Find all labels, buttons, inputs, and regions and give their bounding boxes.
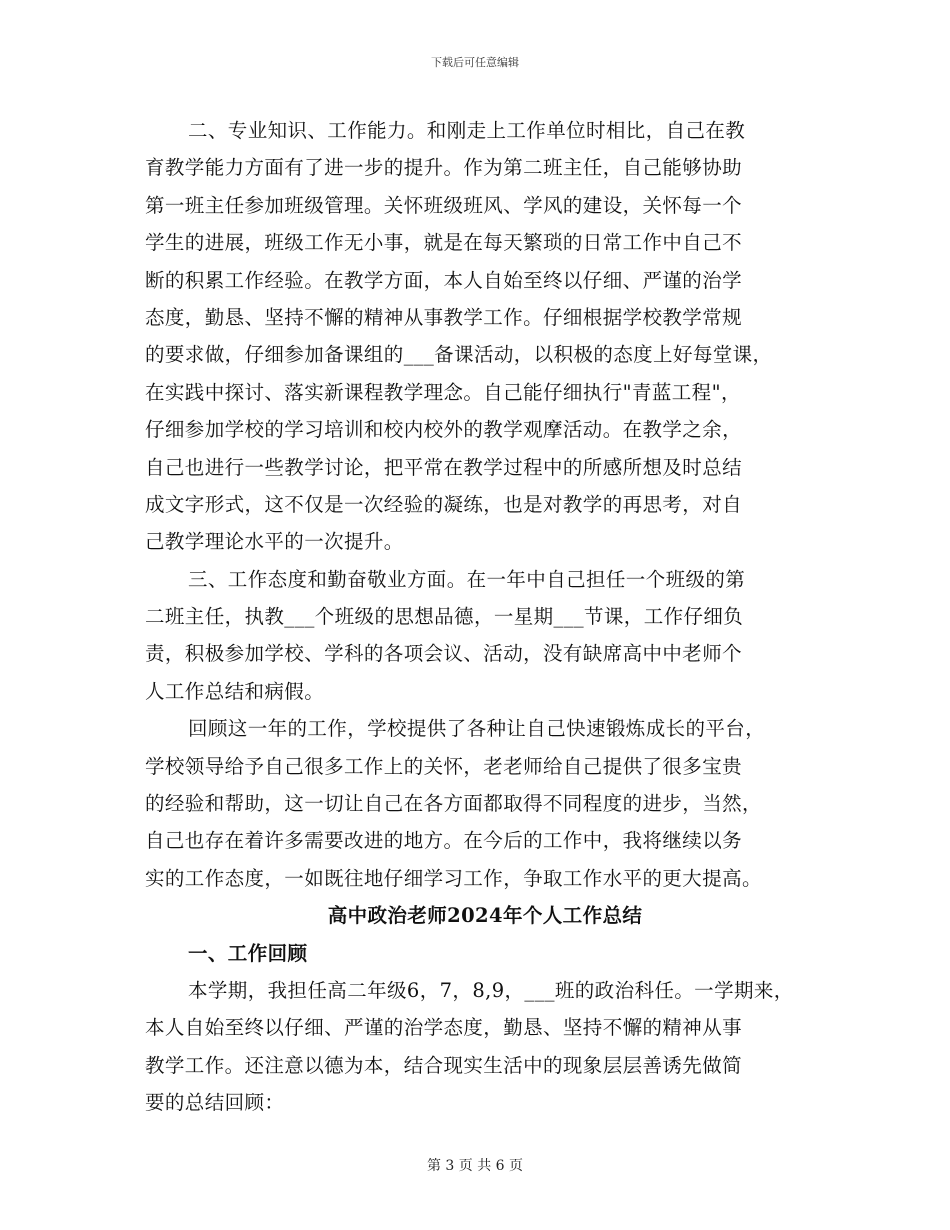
section-heading: 一、工作回顾 [188, 941, 308, 965]
paragraph-line: 的经验和帮助，这一切让自己在各方面都取得不同程度的进步，当然， [145, 792, 762, 816]
paragraph-line: 责，积极参加学校、学科的各项会议、活动，没有缺席高中中老师个 [145, 642, 743, 666]
paragraph-line: 要的总结回顾： [145, 1091, 285, 1115]
paragraph-line: 实的工作态度，一如既往地仔细学习工作，争取工作水平的更大提高。 [145, 866, 762, 890]
paragraph-line: 态度，勤恳、坚持不懈的精神从事教学工作。仔细根据学校教学常规 [145, 305, 743, 329]
paragraph-line: 回顾这一年的工作，学校提供了各种让自己快速锻炼成长的平台， [188, 717, 766, 741]
document-body [145, 112, 835, 1122]
paragraph-line: 教学工作。还注意以德为本，结合现实生活中的现象层层善诱先做简 [145, 1053, 743, 1077]
page-header-note: 下载后可任意编辑 [431, 56, 519, 69]
page-number: 第 3 页 共 6 页 [426, 1158, 524, 1174]
paragraph-line: 三、工作态度和勤奋敬业方面。在一年中自己担任一个班级的第 [188, 567, 746, 591]
paragraph-line: 学生的进展，班级工作无小事，就是在每天繁琐的日常工作中自己不 [145, 231, 743, 255]
section-title: 高中政治老师2024年个人工作总结 [327, 904, 643, 928]
paragraph-line: 学校领导给予自己很多工作上的关怀，老老师给自己提供了很多宝贵 [145, 754, 743, 778]
paragraph-line: 仔细参加学校的学习培训和校内校外的教学观摩活动。在教学之余， [145, 418, 743, 442]
paragraph-line: 自己也进行一些教学讨论，把平常在教学过程中的所感所想及时总结 [145, 455, 743, 479]
paragraph-line: 在实践中探讨、落实新课程教学理念。自己能仔细执行"青蓝工程"， [145, 380, 741, 404]
paragraph-line: 断的积累工作经验。在教学方面，本人自始至终以仔细、严谨的治学 [145, 268, 743, 292]
paragraph-line: 成文字形式，这不仅是一次经验的凝练，也是对教学的再思考，对自 [145, 492, 743, 516]
paragraph-line: 己教学理论水平的一次提升。 [145, 530, 404, 554]
paragraph-line: 本学期，我担任高二年级6，7，8,9，___班的政治科任。一学期来， [188, 978, 794, 1002]
paragraph-line: 育教学能力方面有了进一步的提升。作为第二班主任，自己能够协助 [145, 156, 743, 180]
paragraph-line: 第一班主任参加班级管理。关怀班级班风、学风的建设，关怀每一个 [145, 193, 743, 217]
paragraph-line: 二、专业知识、工作能力。和刚走上工作单位时相比，自己在教 [188, 119, 746, 142]
paragraph-line: 自己也存在着许多需要改进的地方。在今后的工作中，我将继续以务 [145, 829, 743, 853]
paragraph-line: 的要求做，仔细参加备课组的___备课活动，以积极的态度上好每堂课， [145, 343, 773, 367]
paragraph-line: 二班主任，执教___个班级的思想品德，一星期___节课，工作仔细负 [145, 605, 744, 629]
paragraph-line: 人工作总结和病假。 [145, 679, 325, 703]
paragraph-line: 本人自始至终以仔细、严谨的治学态度，勤恳、坚持不懈的精神从事 [145, 1016, 743, 1040]
